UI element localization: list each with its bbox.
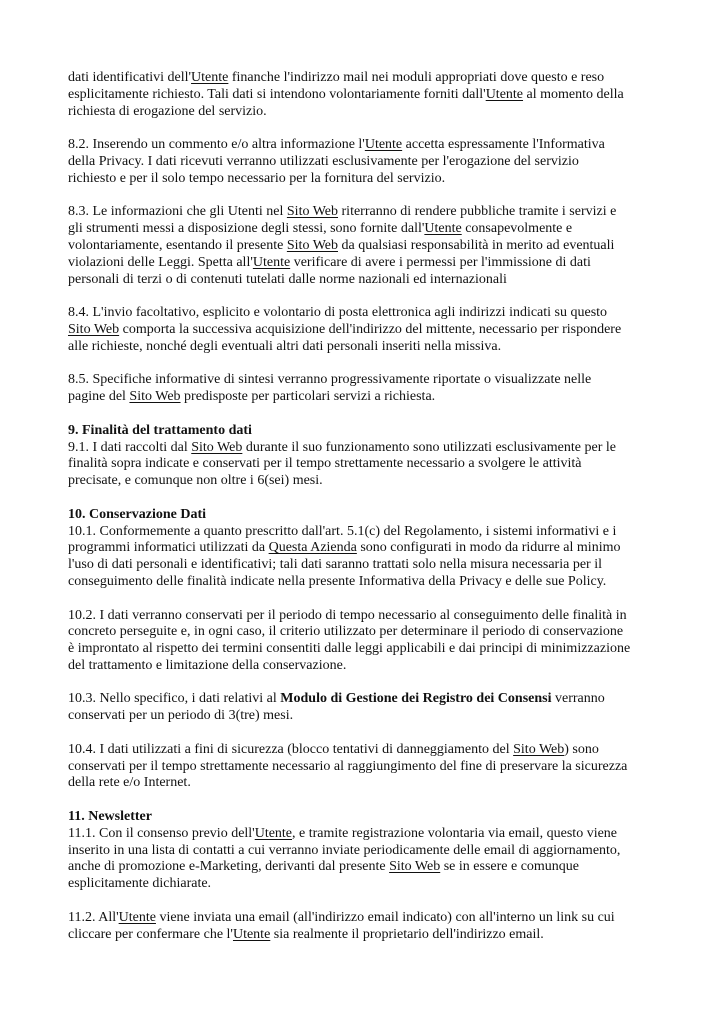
text-run: concreto perseguite e, in ogni caso, il criterio utilizzato per determinare il periodo di conservazione [68, 624, 624, 640]
text-run: l'uso di dati personali e identificativi; tali dati saranno trattati solo nella misura necessaria per il [68, 557, 602, 573]
text-line [68, 322, 724, 339]
text-line [68, 70, 724, 87]
link-utente[interactable]: Utente [118, 909, 156, 925]
link-sito-web[interactable]: Sito Web [68, 321, 120, 337]
text-line [68, 557, 724, 574]
text-run: personali di terzi o di contenuti tutelati dalle norme nazionali ed internazionali [68, 271, 507, 287]
text-run: conservati per un periodo di 3(tre) mesi. [68, 708, 294, 724]
link-questa-azienda[interactable]: Questa Azienda [268, 540, 357, 556]
text-run: al momento della [523, 86, 624, 102]
text-line [68, 708, 724, 725]
text-run: sono configurati in modo da ridurre al minimo [356, 540, 621, 556]
text-run: se in essere e comunque [440, 859, 580, 875]
text-run: ) sono [564, 741, 599, 757]
link-sito-web[interactable]: Sito Web [286, 237, 338, 253]
text-run: verificare di avere i permessi per l'immissione di dati [290, 254, 591, 270]
text-run: gli strumenti messi a disposizione degli stessi, sono fornite dall' [68, 221, 425, 237]
text-run: conservati per il tempo strettamente necessario al raggiungimento del fine di preservare la sicurezza [68, 758, 628, 774]
text-run: accetta espressamente l'Informativa [402, 137, 605, 153]
text-line [68, 658, 724, 675]
text-line [68, 456, 724, 473]
text-line [68, 473, 724, 490]
text-run: esplicitamente richiesto. Tali dati si intendono volontariamente forniti dall' [68, 86, 486, 102]
text-run: 10.3. Nello specifico, i dati relativi al [68, 691, 281, 707]
text-run: finalità sopra indicate e conservati per il tempo strettamente necessario a svolgere le attività [68, 456, 582, 472]
paragraph [68, 137, 724, 187]
paragraph [68, 70, 724, 120]
link-utente[interactable]: Utente [254, 825, 293, 841]
paragraph [68, 507, 724, 591]
text-run: richiesto e per il solo tempo necessario per la fornitura del servizio. [68, 170, 446, 186]
text-run: pagine del [68, 389, 130, 405]
section-heading [68, 507, 724, 524]
text-run: della rete e/o Internet. [68, 775, 191, 791]
text-line [68, 238, 724, 255]
text-run: precisate, e comunque non oltre i 6(sei) mesi. [68, 473, 323, 489]
section-heading-text: 11. Newsletter [68, 809, 152, 825]
text-run: verranno [551, 691, 605, 707]
text-run: 8.2. Inserendo un commento e/o altra informazione l' [68, 137, 365, 153]
text-run: della Privacy. I dati ricevuti verranno utilizzati esclusivamente per l'erogazione del servizio [68, 153, 579, 169]
text-line [68, 759, 724, 776]
text-run: da qualsiasi responsabilità in merito ad eventuali [338, 237, 615, 253]
paragraph [68, 691, 724, 725]
text-line [68, 927, 724, 944]
text-run: dati identificativi dell' [68, 70, 192, 85]
text-run: durante il suo funzionamento sono utilizzati esclusivamente per le [242, 439, 616, 455]
text-run: viene inviata una email (all'indirizzo email indicato) con all'interno un link su cui [155, 909, 615, 925]
text-line [68, 826, 724, 843]
text-run: del trattamento e limitazione della conservazione. [68, 657, 347, 673]
text-run: consapevolmente e [461, 221, 573, 237]
text-run: finanche l'indirizzo mail nei moduli appropriati dove questo e reso [228, 70, 605, 85]
paragraph [68, 372, 724, 406]
text-line [68, 608, 724, 625]
text-line [68, 255, 724, 272]
paragraph [68, 423, 724, 490]
text-line [68, 876, 724, 893]
text-run: inserito in una lista di contatti a cui verranno inviate periodicamente delle email di aggiornamento, [68, 842, 621, 858]
text-run: esplicitamente dichiarate. [68, 876, 212, 892]
paragraph [68, 608, 724, 675]
text-run: cliccare per confermare che l' [68, 926, 233, 942]
link-utente[interactable]: Utente [232, 926, 271, 942]
text-line [68, 859, 724, 876]
text-run: predisposte per particolari servizi a richiesta. [180, 389, 436, 405]
link-utente[interactable]: Utente [252, 254, 291, 270]
section-heading-text: 9. Finalità del trattamento dati [68, 422, 252, 438]
text-run: anche di promozione e-Marketing, derivanti dal presente [68, 859, 390, 875]
link-utente[interactable]: Utente [364, 137, 403, 153]
text-run: programmi informatici utilizzati da [68, 540, 269, 556]
text-run: sia realmente il proprietario dell'indirizzo email. [270, 926, 544, 942]
text-line [68, 137, 724, 154]
text-line [68, 87, 724, 104]
link-sito-web[interactable]: Sito Web [389, 859, 441, 875]
paragraph [68, 742, 724, 792]
text-run: violazioni delle Leggi. Spetta all' [68, 254, 253, 270]
text-line [68, 104, 724, 121]
text-run: 10.4. I dati utilizzati a fini di sicurezza (blocco tentativi di danneggiamento del [68, 741, 514, 757]
link-utente[interactable]: Utente [191, 70, 229, 85]
link-sito-web[interactable]: Sito Web [191, 439, 243, 455]
link-utente[interactable]: Utente [424, 221, 462, 237]
text-line [68, 204, 724, 221]
text-run: 8.3. Le informazioni che gli Utenti nel [68, 204, 287, 220]
text-run: è improntato al rispetto dei termini consentiti dalle leggi applicabili e dai principi di minimizzazione [68, 641, 631, 657]
text-run: comporta la successiva acquisizione dell'indirizzo del mittente, necessario per rispondere [119, 321, 622, 337]
text-line [68, 440, 724, 457]
text-line [68, 775, 724, 792]
text-run: 8.4. L'invio facoltativo, esplicito e volontario di posta elettronica agli indirizzi indicati su questo [68, 305, 608, 321]
text-line [68, 305, 724, 322]
section-heading-text: 10. Conservazione Dati [68, 506, 207, 522]
text-run: 8.5. Specifiche informative di sintesi verranno progressivamente riportate o visualizzate nelle [68, 372, 592, 388]
text-run: 9.1. I dati raccolti dal [68, 439, 192, 455]
paragraph [68, 204, 724, 288]
text-line [68, 641, 724, 658]
text-run: volontariamente, esentando il presente [68, 237, 287, 253]
text-line [68, 574, 724, 591]
link-sito-web[interactable]: Sito Web [129, 389, 181, 405]
text-line [68, 691, 724, 708]
text-run: riterranno di rendere pubbliche tramite i servizi e [338, 204, 617, 220]
text-run: alle richieste, nonché degli eventuali altri dati personali inseriti nella missiva. [68, 338, 502, 354]
text-run: richiesta di erogazione del servizio. [68, 103, 267, 119]
link-utente[interactable]: Utente [485, 86, 524, 102]
text-line [68, 339, 724, 356]
text-line [68, 389, 724, 406]
text-line [68, 372, 724, 389]
link-sito-web[interactable]: Sito Web [513, 741, 565, 757]
text-line [68, 624, 724, 641]
text-run: , e tramite registrazione volontaria via email, questo viene [292, 825, 618, 841]
text-line [68, 272, 724, 289]
text-line [68, 171, 724, 188]
text-line [68, 154, 724, 171]
text-run: 11.2. All' [68, 909, 119, 925]
section-heading [68, 809, 724, 826]
paragraph [68, 910, 724, 944]
section-heading [68, 423, 724, 440]
text-run: conseguimento delle finalità indicate nella presente Informativa della Privacy e delle sue Policy. [68, 573, 607, 589]
paragraph [68, 809, 724, 893]
bold-text: Modulo di Gestione dei Registro dei Consensi [280, 691, 552, 707]
text-line [68, 910, 724, 927]
text-line [68, 524, 724, 541]
text-line [68, 843, 724, 860]
text-line [68, 540, 724, 557]
text-run: 10.1. Conformemente a quanto prescritto dall'art. 5.1(c) del Regolamento, i sistemi informativi e i [68, 523, 617, 539]
paragraph [68, 305, 724, 355]
link-sito-web[interactable]: Sito Web [286, 204, 339, 220]
text-line [68, 742, 724, 759]
text-line [68, 221, 724, 238]
text-run: 10.2. I dati verranno conservati per il periodo di tempo necessario al conseguimento delle finalità in [68, 607, 627, 623]
text-run: 11.1. Con il consenso previo dell' [68, 825, 255, 841]
